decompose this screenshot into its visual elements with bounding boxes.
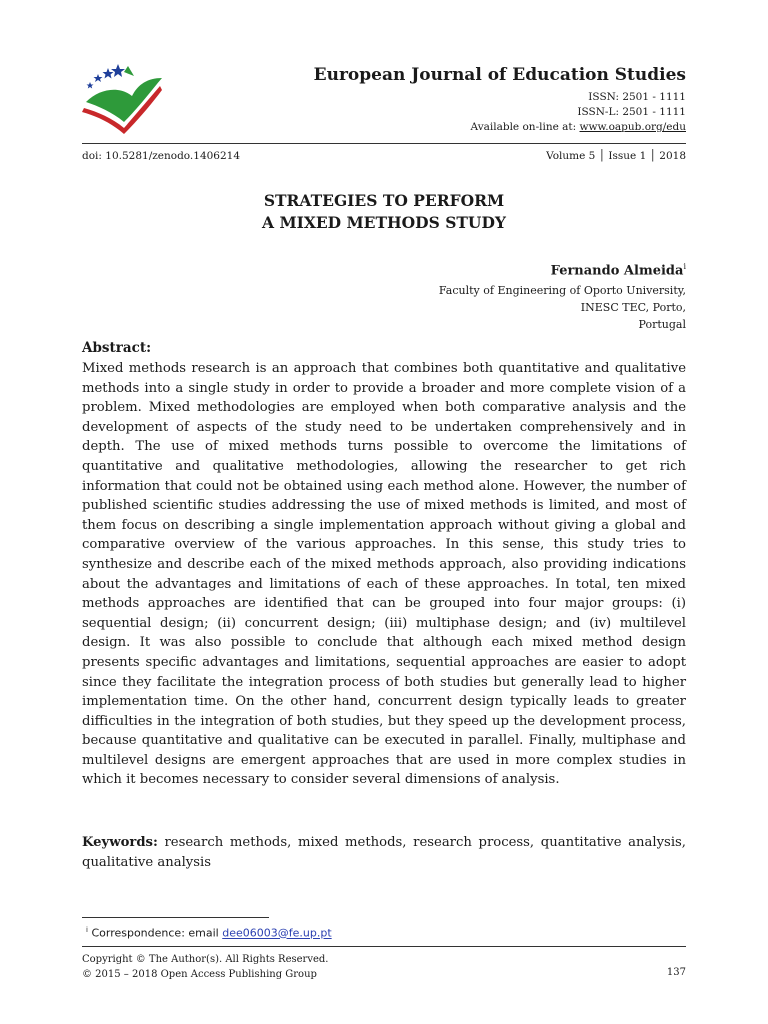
- copyright-line: © 2015 – 2018 Open Access Publishing Group: [82, 969, 317, 980]
- footer-divider: [82, 946, 686, 947]
- footnote-marker: i: [86, 926, 88, 934]
- author-footnote-marker: i: [683, 262, 686, 271]
- copyright-block: [82, 952, 328, 982]
- author-name-text: Fernando Almeida: [550, 263, 684, 279]
- author-name: [551, 258, 686, 279]
- issn: ISSN: 2501 - 1111: [588, 91, 686, 103]
- abstract-body: Mixed methods research is an approach that combines both quantitative and qualitative methods into a single study in order to provide a broader and more complete vision of a problem. Mixed methodologies are employed when both comparative analysis and the development of aspects of the study need to be undertaken comprehensively and in depth. The use of mixed methods turns possible to overcome the limitations of quantitative and qualitative methodologies, allowing the researcher to get rich information that could not be obtained using each method alone. However, the number of published scientific studies addressing the use of mixed methods is limited, and most of them focus on describing a single implementation approach without giving a global and comparative overview of the various approaches. In this sense, this study tries to synthesize and describe each of the mixed methods approach, also providing indications about the advantages and limitations of each of these approaches. In total, ten mixed methods approaches are identified that can be grouped into four major groups: (i) sequential design; (ii) concurrent design; (iii) multiphase design; and (iv) multilevel design. It was also possible to conclude that although each mixed method design presents specific advantages and limitations, sequential approaches are easier to adopt since they facilitate the integration process of both studies but generally lead to higher implementation time. On the other hand, concurrent design typically leads to greater difficulties in the integration of both studies, but they speed up the development process, because quantitative and qualitative can be executed in parallel. Finally, multiphase and multilevel designs are emergent approaches that are used in more complex studies in which it becomes necessary to consider several dimensions of analysis.: [82, 361, 686, 788]
- abstract-heading: Abstract:: [82, 340, 152, 356]
- footnote-divider: [82, 917, 269, 918]
- keywords: [82, 833, 686, 872]
- keywords-label: Keywords:: [82, 835, 158, 850]
- keywords-text: research methods, mixed methods, research process, quantitative analysis, qualitative analysis: [82, 835, 686, 870]
- issn-l: ISSN-L: 2501 - 1111: [577, 106, 686, 118]
- issn-block: [471, 90, 686, 135]
- affiliation-line: Portugal: [638, 318, 686, 332]
- paper-title: [82, 190, 686, 234]
- footnote-text: Correspondence: email: [87, 926, 223, 940]
- copyright-line: Copyright © The Author(s). All Rights Reserved.: [82, 954, 329, 965]
- title-line-1: STRATEGIES TO PERFORM: [263, 191, 505, 210]
- title-line-2: A MIXED METHODS STUDY: [262, 213, 506, 232]
- page-number: 137: [666, 967, 686, 978]
- affiliation-line: INESC TEC, Porto,: [580, 301, 686, 315]
- availability-label: Available on-line at:: [470, 121, 580, 133]
- journal-title: European Journal of Education Studies: [313, 65, 686, 85]
- author-block: [439, 258, 686, 333]
- affiliation-line: Faculty of Engineering of Oporto University,: [438, 284, 686, 298]
- journal-website-link[interactable]: www.oapub.org/edu: [579, 121, 686, 133]
- doi: doi: 10.5281/zenodo.1406214: [82, 150, 241, 162]
- journal-logo-icon: [78, 62, 164, 134]
- header-divider: [82, 143, 686, 144]
- volume-issue-year: Volume 5 │ Issue 1 │ 2018: [546, 150, 686, 162]
- correspondence-email-link[interactable]: dee06003@fe.up.pt: [222, 926, 332, 940]
- correspondence-footnote: [86, 926, 332, 940]
- availability-line: [471, 120, 686, 135]
